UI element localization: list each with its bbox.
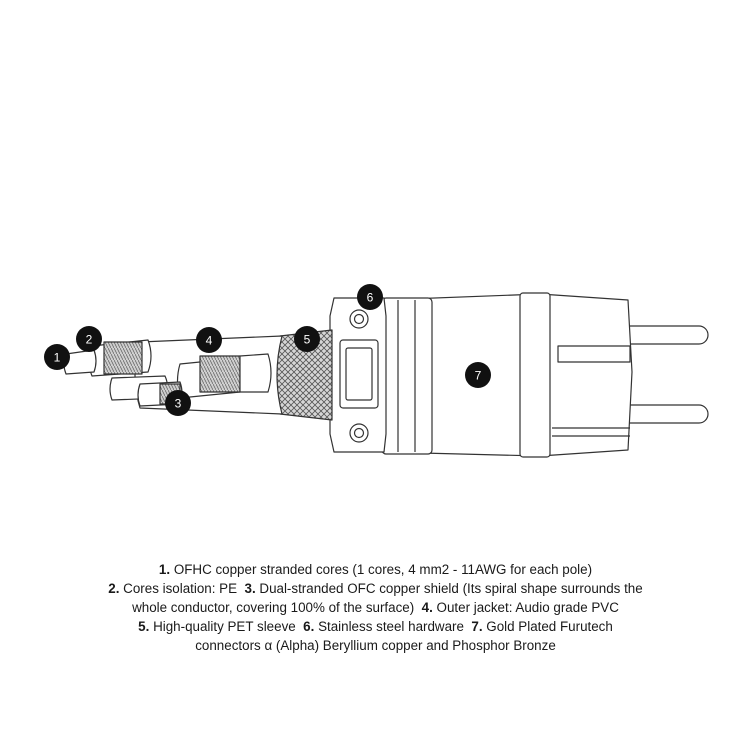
caption-item-text: Cores isolation: PE [119,581,245,596]
marker-4 [196,327,222,353]
caption-item-number: 1. [158,562,171,577]
marker-5 [294,326,320,352]
caption-line [40,579,711,598]
caption-item-text: whole conductor, covering 100% of the surface) [132,600,422,615]
marker-1 [44,344,70,370]
marker-3-label: 3 [174,396,182,411]
caption-item-text: connectors α (Alpha) Beryllium copper and Phosphor Bronze [195,638,556,653]
marker-2 [76,326,102,352]
marker-6-label: 6 [366,290,374,305]
clamp-hardware [330,298,386,452]
marker-3 [165,390,191,416]
plug-body [382,293,632,457]
left-core [64,340,151,376]
caption-item-text: Outer jacket: Audio grade PVC [432,600,619,615]
marker-5-label: 5 [303,332,311,347]
caption-item-number: 2. [108,581,120,596]
caption-item-text: High-quality PET sleeve [149,619,304,634]
caption-item-text: Stainless steel hardware [314,619,472,634]
caption-line [40,560,711,579]
marker-7-label: 7 [474,368,482,383]
caption-item-number: 6. [303,619,315,634]
caption-line [40,598,711,617]
marker-1-label: 1 [53,350,61,365]
caption-item-number: 5. [138,619,150,634]
caption [40,560,711,655]
marker-7 [465,362,491,388]
marker-6 [357,284,383,310]
caption-item-number: 3. [244,581,256,596]
caption-item-text: OFHC copper stranded cores (1 cores, 4 mm2 - 11AWG for each pole) [170,562,593,577]
marker-2-label: 2 [85,332,93,347]
caption-item-text: Gold Plated Furutech [482,619,613,634]
caption-item-number: 4. [421,600,433,615]
caption-item-text: Dual-stranded OFC copper shield (Its spiral shape surrounds the [255,581,643,596]
caption-line [40,636,711,655]
caption-line [40,617,711,636]
marker-4-label: 4 [205,333,213,348]
caption-item-number: 7. [471,619,483,634]
